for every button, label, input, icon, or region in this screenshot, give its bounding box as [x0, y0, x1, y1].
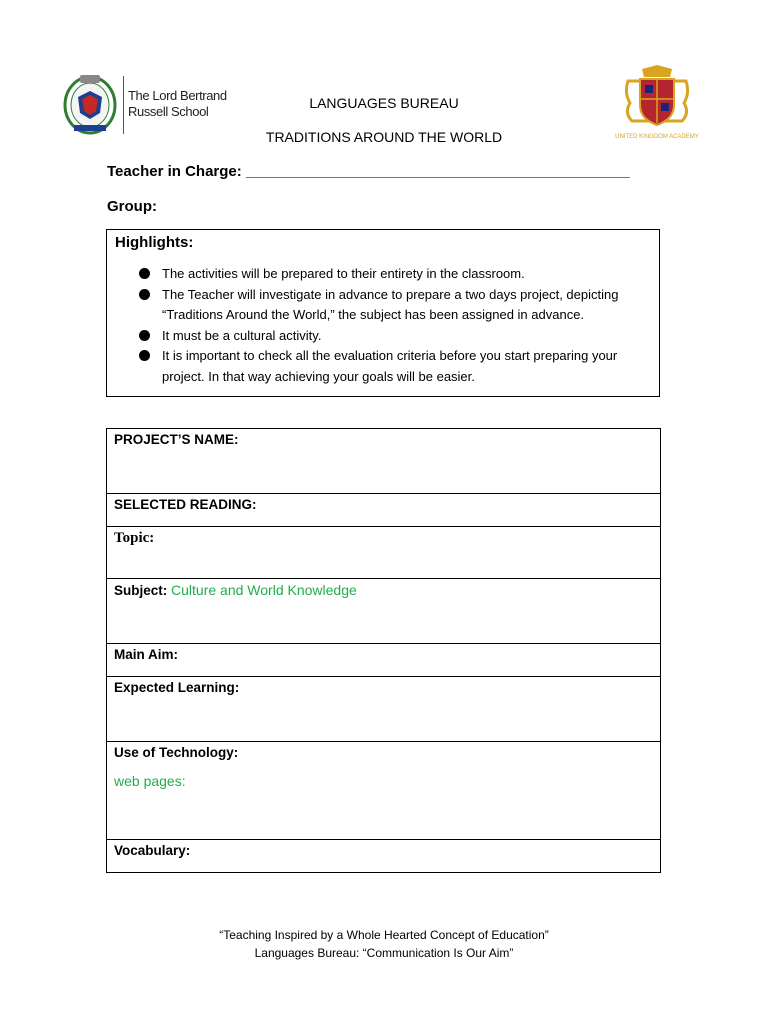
list-item: It must be a cultural activity. — [139, 326, 654, 347]
subject-cell[interactable] — [107, 579, 661, 644]
main-aim-label: Main Aim: — [114, 647, 178, 662]
project-name-cell[interactable] — [107, 429, 661, 494]
subject-label: Subject: — [114, 583, 168, 598]
teacher-in-charge-field — [107, 163, 630, 180]
list-item: It is important to check all the evaluation criteria before you start preparing your project. In that way achieving your goals will be easier. — [139, 346, 654, 387]
main-aim-cell[interactable] — [107, 644, 661, 677]
teacher-label: Teacher in Charge: — [107, 163, 242, 180]
table-row — [107, 429, 661, 494]
school-name-line1: The Lord Bertrand — [128, 88, 227, 103]
project-name-label: PROJECT’S NAME: — [114, 432, 239, 447]
subject-value: Culture and World Knowledge — [171, 582, 357, 598]
table-row — [107, 840, 661, 873]
use-of-technology-cell[interactable] — [107, 742, 661, 840]
project-table — [106, 428, 661, 873]
group-field — [107, 198, 157, 215]
table-row — [107, 677, 661, 742]
document-title: LANGUAGES BUREAU — [309, 95, 459, 111]
vocabulary-cell[interactable] — [107, 840, 661, 873]
expected-learning-label: Expected Learning: — [114, 680, 240, 695]
bullet-icon — [139, 268, 150, 279]
vocabulary-label: Vocabulary: — [114, 843, 191, 858]
teacher-blank[interactable]: ______________________________________________ — [245, 163, 630, 180]
table-row — [107, 494, 661, 527]
bullet-icon — [139, 289, 150, 300]
list-item: The activities will be prepared to their entirety in the classroom. — [139, 264, 654, 285]
school-name-line2: Russell School — [128, 104, 209, 119]
footer-motto: “Teaching Inspired by a Whole Hearted Concept of Education” — [219, 928, 549, 942]
document-subtitle: TRADITIONS AROUND THE WORLD — [265, 129, 503, 145]
highlights-list — [139, 264, 654, 387]
list-item: The Teacher will investigate in advance to prepare a two days project, depicting “Traditions Around the World,” the subject has been assigned in advance. — [139, 285, 654, 326]
table-row — [107, 579, 661, 644]
footer — [0, 926, 768, 962]
table-row — [107, 742, 661, 840]
selected-reading-cell[interactable] — [107, 494, 661, 527]
selected-reading-label: SELECTED READING: — [114, 497, 257, 512]
topic-label: Topic: — [114, 530, 155, 546]
bullet-icon — [139, 330, 150, 341]
table-row — [107, 644, 661, 677]
group-label: Group: — [107, 198, 157, 215]
highlights-box — [106, 229, 660, 397]
bullet-icon — [139, 350, 150, 361]
svg-text:UNITED KINGDOM ACADEMY: UNITED KINGDOM ACADEMY — [615, 134, 699, 140]
use-of-technology-label: Use of Technology: — [114, 745, 239, 760]
highlights-title: Highlights: — [115, 234, 194, 251]
table-row — [107, 527, 661, 579]
use-of-technology-value: web pages: — [114, 773, 186, 789]
topic-cell[interactable] — [107, 527, 661, 579]
expected-learning-cell[interactable] — [107, 677, 661, 742]
footer-tagline: Languages Bureau: “Communication Is Our Aim” — [254, 946, 514, 960]
